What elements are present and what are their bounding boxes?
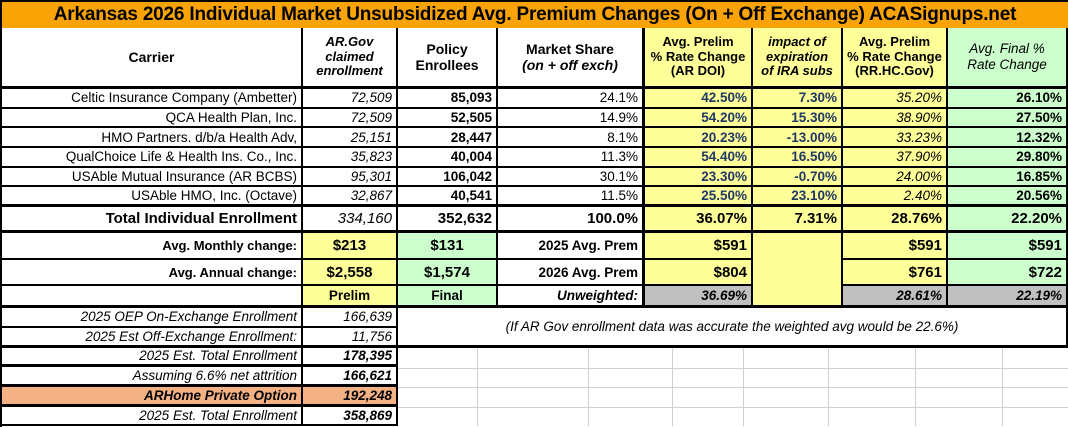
cell-claimed-enrollment: 35,823: [303, 148, 398, 166]
cell-total-prelim-rrhcgov: 28.76%: [843, 207, 948, 230]
page-title: Arkansas 2026 Individual Market Unsubsidized Avg. Premium Changes (On + Off Exchange) ACASignups.net: [53, 4, 1017, 25]
cell-claimed-enrollment: 25,151: [303, 128, 398, 146]
cell-ira-impact: 23.10%: [753, 187, 843, 204]
table-row-carrier: [2, 187, 1068, 207]
cell-prelim-ardoi: 42.50%: [645, 89, 753, 107]
cell-2026-prem-final: $722: [948, 260, 1068, 284]
cell-market-share: 11.5%: [498, 187, 645, 204]
cell-enrollment-label: 2025 OEP On-Exchange Enrollment: [2, 308, 303, 326]
col-header-policy-enrollees: Policy Enrollees: [398, 28, 498, 86]
cell-enrollment-label: 2025 Est. Total Enrollment: [2, 348, 303, 365]
cell-final-rate: 16.85%: [948, 168, 1068, 186]
cell-claimed-enrollment: 72,509: [303, 89, 398, 107]
total-row: [2, 207, 1068, 233]
cell-final-rate: 20.56%: [948, 187, 1068, 204]
unweighted-row-right: [843, 286, 1068, 305]
cell-2025-prem-rrhcgov: $591: [843, 233, 948, 258]
cell-2025-prem-final: $591: [948, 233, 1068, 258]
table-row-carrier: [2, 168, 1068, 188]
cell-enrollment-value: 178,395: [303, 348, 398, 365]
col-header-ira-impact: impact of expiration of IRA subs: [753, 28, 843, 86]
cell-claimed-enrollment: 32,867: [303, 187, 398, 204]
cell-2026-prem-ardoi: $804: [645, 260, 753, 284]
cell-monthly-prelim: $213: [303, 233, 398, 258]
cell-prelim-rrhcgov: 24.00%: [843, 168, 948, 186]
col-header-prelim-rrhcgov: Avg. Prelim % Rate Change (RR.HC.Gov): [843, 28, 948, 86]
cell-total-label: Total Individual Enrollment: [2, 207, 303, 230]
cell-policy-enrollees: 52,505: [398, 109, 498, 127]
cell-market-share: 11.3%: [498, 148, 645, 166]
cell-final-rate: 27.50%: [948, 109, 1068, 127]
cell-market-share: 24.1%: [498, 89, 645, 107]
col-header-argov-enrollment: AR.Gov claimed enrollment: [303, 28, 398, 86]
cell-2026-avg-prem-label: 2026 Avg. Prem: [498, 260, 645, 284]
cell-final-rate: 29.80%: [948, 148, 1068, 166]
cell-carrier-name: USAble HMO, Inc. (Octave): [2, 187, 303, 204]
table-row-carrier: [2, 148, 1068, 168]
cell-enrollment-label: 2025 Est. Total Enrollment: [2, 407, 303, 425]
cell-prelim-label: Prelim: [303, 286, 398, 305]
cell-prelim-rrhcgov: 37.90%: [843, 148, 948, 166]
cell-ira-impact: -0.70%: [753, 168, 843, 186]
cell-policy-enrollees: 28,447: [398, 128, 498, 146]
cell-total-enrollees: 352,632: [398, 207, 498, 230]
cell-prelim-ardoi: 54.20%: [645, 109, 753, 127]
merged-yellow-cell: [753, 233, 843, 305]
cell-unweighted-ardoi: 36.69%: [645, 286, 753, 305]
cell-carrier-name: Celtic Insurance Company (Ambetter): [2, 89, 303, 107]
col-header-market-share: Market Share (on + off exch): [498, 28, 645, 86]
cell-enrollment-label: Assuming 6.6% net attrition: [2, 367, 303, 384]
cell-ira-impact: 16.50%: [753, 148, 843, 166]
table-row-carrier: [2, 128, 1068, 148]
cell-ira-impact: 7.30%: [753, 89, 843, 107]
cell-policy-enrollees: 85,093: [398, 89, 498, 107]
avg-annual-row-right: [843, 260, 1068, 286]
header-row: [2, 28, 1068, 89]
cell-ira-impact: -13.00%: [753, 128, 843, 146]
cell-total-ira-impact: 7.31%: [753, 207, 843, 230]
cell-enrollment-value: 166,639: [303, 308, 398, 326]
cell-final-rate: 26.10%: [948, 89, 1068, 107]
cell-claimed-enrollment: 95,301: [303, 168, 398, 186]
cell-unweighted-label: Unweighted:: [498, 286, 645, 305]
cell-2025-avg-prem-label: 2025 Avg. Prem: [498, 233, 645, 258]
avg-monthly-row: [2, 233, 753, 260]
cell-prelim-rrhcgov: 35.20%: [843, 89, 948, 107]
cell-final-rate: 12.32%: [948, 128, 1068, 146]
cell-annual-label: Avg. Annual change:: [2, 260, 303, 284]
cell-carrier-name: QualChoice Life & Health Ins. Co., Inc.: [2, 148, 303, 166]
cell-prelim-ardoi: 20.23%: [645, 128, 753, 146]
cell-arhome-label: ARHome Private Option: [2, 387, 303, 404]
cell-prelim-rrhcgov: 33.23%: [843, 128, 948, 146]
cell-carrier-name: USAble Mutual Insurance (AR BCBS): [2, 168, 303, 186]
title-bar: [2, 2, 1068, 28]
table-row-carrier: [2, 89, 1068, 109]
cell-total-prelim-ardoi: 36.07%: [645, 207, 753, 230]
cell-carrier-name: HMO Partners. d/b/a Health Adv,: [2, 128, 303, 146]
enrollment-row: [2, 407, 398, 427]
empty-cells-grid: [398, 348, 1068, 427]
cell-blank: [2, 286, 303, 305]
cell-market-share: 30.1%: [498, 168, 645, 186]
cell-claimed-enrollment: 72,509: [303, 109, 398, 127]
avg-monthly-row-right: [843, 233, 1068, 260]
cell-carrier-name: QCA Health Plan, Inc.: [2, 109, 303, 127]
weighted-avg-note: (If AR Gov enrollment data was accurate the weighted avg would be 22.6%): [398, 308, 1068, 347]
unweighted-row: [2, 286, 753, 305]
cell-prelim-ardoi: 23.30%: [645, 168, 753, 186]
cell-policy-enrollees: 40,541: [398, 187, 498, 204]
cell-enrollment-value: 166,621: [303, 367, 398, 384]
cell-policy-enrollees: 40,004: [398, 148, 498, 166]
cell-enrollment-label: 2025 Est Off-Exchange Enrollment:: [2, 328, 303, 345]
cell-market-share: 8.1%: [498, 128, 645, 146]
cell-policy-enrollees: 106,042: [398, 168, 498, 186]
col-header-prelim-ardoi: Avg. Prelim % Rate Change (AR DOI): [645, 28, 753, 86]
cell-total-share: 100.0%: [498, 207, 645, 230]
table-row-carrier: [2, 109, 1068, 129]
col-header-final-rate: Avg. Final % Rate Change: [948, 28, 1068, 86]
cell-annual-final: $1,574: [398, 260, 498, 284]
cell-total-final-rate: 22.20%: [948, 207, 1068, 230]
cell-prelim-rrhcgov: 2.40%: [843, 187, 948, 204]
cell-arhome-value: 192,248: [303, 387, 398, 404]
cell-2025-prem-ardoi: $591: [645, 233, 753, 258]
cell-unweighted-final: 22.19%: [948, 286, 1068, 305]
enrollment-row: [2, 348, 398, 368]
cell-enrollment-value: 358,869: [303, 407, 398, 425]
enrollment-row: [2, 328, 398, 348]
cell-2026-prem-rrhcgov: $761: [843, 260, 948, 284]
avg-annual-row: [2, 260, 753, 286]
cell-total-claimed: 334,160: [303, 207, 398, 230]
cell-monthly-final: $131: [398, 233, 498, 258]
cell-prelim-ardoi: 25.50%: [645, 187, 753, 204]
cell-prelim-rrhcgov: 38.90%: [843, 109, 948, 127]
cell-final-label: Final: [398, 286, 498, 305]
col-header-carrier: Carrier: [2, 28, 303, 86]
cell-ira-impact: 15.30%: [753, 109, 843, 127]
enrollment-row-arhome: [2, 387, 398, 407]
cell-prelim-ardoi: 54.40%: [645, 148, 753, 166]
enrollment-section: [2, 308, 1068, 426]
cell-annual-prelim: $2,558: [303, 260, 398, 284]
cell-enrollment-value: 11,756: [303, 328, 398, 345]
cell-market-share: 14.9%: [498, 109, 645, 127]
enrollment-row: [2, 367, 398, 387]
cell-monthly-label: Avg. Monthly change:: [2, 233, 303, 258]
summary-section: [2, 233, 1068, 308]
cell-unweighted-rrhcgov: 28.61%: [843, 286, 948, 305]
enrollment-row: [2, 308, 398, 328]
